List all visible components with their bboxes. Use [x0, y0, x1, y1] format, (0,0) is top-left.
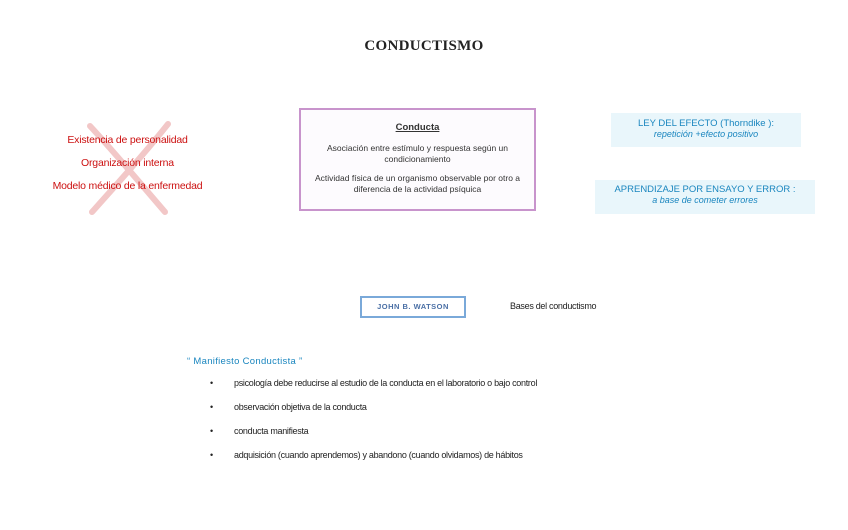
aprendizaje-title: APRENDIZAJE POR ENSAYO Y ERROR : [614, 184, 796, 195]
ley-del-efecto-sub: repetición +efecto positivo [653, 129, 759, 139]
conducta-heading: Conducta [395, 122, 440, 133]
rejected-item-organizacion: Organización interna [81, 157, 174, 169]
bullet-icon: • [210, 378, 213, 388]
list-item [210, 450, 537, 474]
watson-box: JOHN B. WATSON [360, 296, 466, 318]
bullet-icon: • [210, 450, 213, 460]
list-item-text: adquisición (cuando aprendemos) y abandono (cuando olvidamos) de hábitos [234, 450, 523, 460]
conducta-box [299, 108, 536, 211]
aprendizaje-note [595, 180, 815, 214]
list-item [210, 426, 537, 450]
list-item [210, 402, 537, 426]
conducta-description: Actividad física de un organismo observable por otro a diferencia de la actividad psíquica [314, 173, 521, 194]
manifesto-list [210, 378, 537, 474]
bullet-icon: • [210, 426, 213, 436]
page-title: CONDUCTISMO [364, 38, 484, 54]
conducta-definition: Asociación entre estímulo y respuesta según un condicionamiento [327, 143, 508, 164]
list-item-text: observación objetiva de la conducta [234, 402, 367, 412]
bases-del-conductismo: Bases del conductismo [510, 301, 597, 311]
ley-del-efecto-note [611, 113, 801, 147]
ley-del-efecto-title: LEY DEL EFECTO (Thorndike ): [637, 118, 775, 129]
list-item-text: conducta manifiesta [234, 426, 309, 436]
list-item [210, 378, 537, 402]
bullet-icon: • [210, 402, 213, 412]
rejected-concepts [40, 118, 215, 218]
list-item-text: psicología debe reducirse al estudio de la conducta en el laboratorio o bajo control [234, 378, 538, 388]
manifesto-title: “ Manifiesto Conductista ” [187, 356, 303, 367]
rejected-item-modelo-medico: Modelo médico de la enfermedad [52, 180, 203, 192]
rejected-item-personalidad: Existencia de personalidad [67, 134, 188, 146]
aprendizaje-sub: a base de cometer errores [652, 195, 758, 205]
